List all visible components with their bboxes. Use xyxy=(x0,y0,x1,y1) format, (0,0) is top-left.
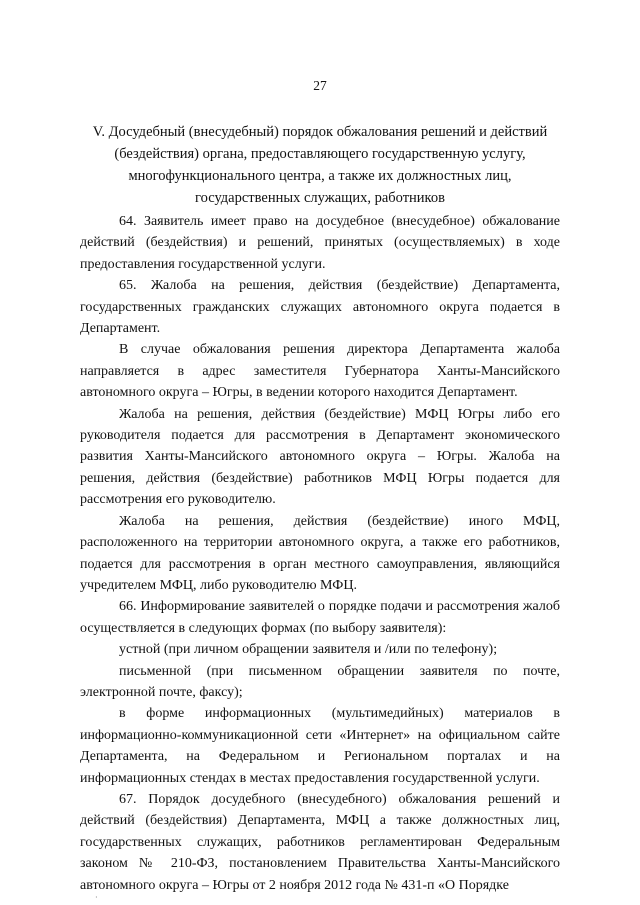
paragraph-65-mfc-yugra: Жалоба на решения, действия (бездействие) МФЦ Югры либо его руководителя подается для рассмотрения в Департамент экономического развития Ханты-Мансийского автономного округа – Югры. Жалоба на решения, действия (бездействие) работников МФЦ Югры подается для рассмотрения его руководителю. xyxy=(80,406,560,508)
paragraph-65: 65. Жалоба на решения, действия (бездействие) Департамента, государственных гражданских служащих автономного округа подается в Департамент. xyxy=(80,278,560,337)
section-heading: V. Досудебный (внесудебный) порядок обжалования решений и действий (бездействия) органа, предоставляющего государственную услугу, многофункционального центра, а также их должностных лиц, государственных служащих, работников xyxy=(92,124,548,206)
paragraph-66-oral: устной (при личном обращении заявителя и /или по телефону); xyxy=(119,642,498,658)
paragraph-65-director: В случае обжалования решения директора Департамента жалоба направляется в адрес заместителя Губернатора Ханты-Мансийского автономного округа – Югры, в ведении которого находится Департамент. xyxy=(80,342,560,401)
scan-mark: · xyxy=(95,893,98,902)
page-number: 27 xyxy=(313,78,327,93)
paragraph-65-other-mfc: Жалоба на решения, действия (бездействие) иного МФЦ, расположенного на территории автономного округа, а также его работников, подается для рассмотрения в орган местного самоуправления, являющийся учредителем МФЦ, либо руководителю МФЦ. xyxy=(80,513,560,593)
paragraph-64: 64. Заявитель имеет право на досудебное (внесудебное) обжалование действий (бездействия) и решений, принятых (осуществляемых) в ходе предоставления государственной услуги. xyxy=(80,214,560,272)
paragraph-66-written: письменной (при письменном обращении заявителя по почте, электронной почте, факсу); xyxy=(80,663,560,700)
document-body xyxy=(80,211,560,896)
paragraph-66-internet: в форме информационных (мультимедийных) материалов в информационно-коммуникационной сети «Интернет» на официальном сайте Департамента, на Федеральном и Региональном порталах и на информационных стендах в местах предоставления государственной услуги. xyxy=(80,706,560,786)
paragraph-66: 66. Информирование заявителей о порядке подачи и рассмотрения жалоб осуществляется в следующих формах (по выбору заявителя): xyxy=(80,599,560,636)
paragraph-67: 67. Порядок досудебного (внесудебного) обжалования решений и действий (бездействия) Департамента, МФЦ а также должностных лиц, государственных служащих, работников регламентирован Федеральным законом № 210-ФЗ, постановлением Правительства Ханты-Мансийского автономного округа – Югры от 2 ноября 2012 года № 431-п «О Порядке xyxy=(80,791,560,893)
